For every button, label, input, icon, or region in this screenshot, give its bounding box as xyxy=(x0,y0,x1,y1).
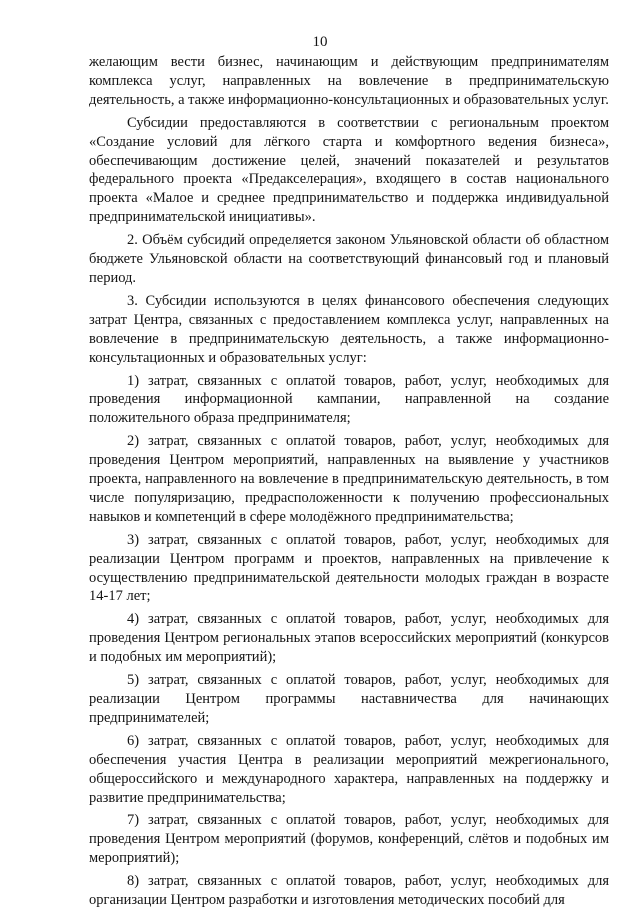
paragraph-item-3-purposes: 3. Субсидии используются в целях финансового обеспечения следующих затрат Центра, связанных с предоставлением комплекса услуг, направленных на вовлечение в предпринимательскую деятельность, а также информационно-консультационных и образовательных услуг: xyxy=(89,292,609,366)
list-item-1: 1) затрат, связанных с оплатой товаров, работ, услуг, необходимых для проведения информационной кампании, направленной на создание положительного образа предпринимателя; xyxy=(89,372,609,427)
list-item-5: 5) затрат, связанных с оплатой товаров, работ, услуг, необходимых для реализации Центром программы наставничества для начинающих предпринимателей; xyxy=(89,672,609,726)
list-item-2: 2) затрат, связанных с оплатой товаров, работ, услуг, необходимых для проведения Центром мероприятий, направленных на выявление у участников проекта, направленного на вовлечение в предпринимательскую деятельность, в том числе популяризацию, предрасположенности к получению профессиональных навыков и компетенций в сфере молодёжного предпринимательства; xyxy=(89,433,609,525)
list-item-4: 4) затрат, связанных с оплатой товаров, работ, услуг, необходимых для проведения Центром региональных этапов всероссийских мероприятий (конкурсов и подобных им мероприятий); xyxy=(89,611,609,666)
paragraph-continuation: желающим вести бизнес, начинающим и действующим предпринимателям комплекса услуг, направленных на вовлечение в предпринимательскую деятельность, а также информационно-консультационных и образовательных услуг. xyxy=(89,54,609,108)
page-number: 10 xyxy=(312,34,328,50)
paragraph-subsidies-regional-project: Субсидии предоставляются в соответствии с региональным проектом «Создание условий для лёгкого старта и комфортного ведения бизнеса», обеспечивающим достижение целей, значений показателей и результатов федерального проекта «Предакселерация», входящего в состав национального проекта «Малое и среднее предпринимательство и поддержка индивидуальной предпринимательской инициативы». xyxy=(89,114,609,226)
paragraph-item-2-volume: 2. Объём субсидий определяется законом Ульяновской области об областном бюджете Ульяновской области на соответствующий финансовый год и плановый период. xyxy=(89,232,609,286)
document-body xyxy=(89,53,609,910)
list-item-3: 3) затрат, связанных с оплатой товаров, работ, услуг, необходимых для реализации Центром программ и проектов, направленных на привлечение к осуществлению предпринимательской деятельности молодых граждан в возрасте 14-17 лет; xyxy=(89,531,609,605)
list-item-6: 6) затрат, связанных с оплатой товаров, работ, услуг, необходимых для обеспечения участия Центра в реализации мероприятий межрегионального, общероссийского и международного характера, направленных на поддержку и развитие предпринимательства; xyxy=(89,732,609,806)
list-item-8: 8) затрат, связанных с оплатой товаров, работ, услуг, необходимых для организации Центром разработки и изготовления методических пособий для xyxy=(89,873,609,909)
list-item-7: 7) затрат, связанных с оплатой товаров, работ, услуг, необходимых для проведения Центром мероприятий (форумов, конференций, слётов и подобных им мероприятий); xyxy=(89,812,609,867)
